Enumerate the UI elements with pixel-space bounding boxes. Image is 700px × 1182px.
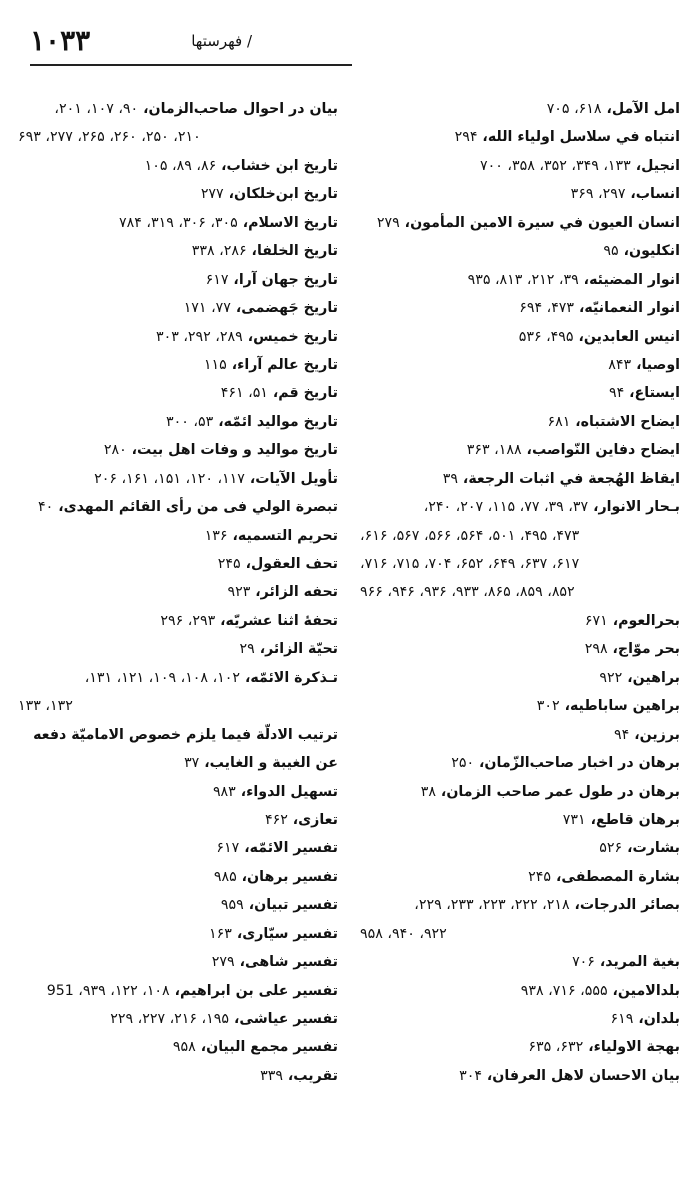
entry-pages: ۶۱۷ — [216, 840, 240, 857]
index-entry — [360, 607, 680, 635]
entry-pages: ۱۸۸، ۳۶۳ — [466, 442, 522, 459]
entry-pages: ۹۸۵ — [213, 868, 237, 885]
section-title: / فهرستها — [191, 32, 252, 50]
entry-pages: ۳۷، ۳۹، ۷۷، ۱۱۵، ۲۰۷، ۲۴۰، — [423, 499, 589, 516]
entry-pages: ۳۹، ۲۱۲، ۸۱۳، ۹۳۵ — [467, 271, 579, 288]
entry-pages: ۲۸۶، ۳۳۸ — [191, 243, 247, 260]
index-entry — [18, 294, 338, 322]
entry-pages: ۱۰۸، ۱۲۲، ۹۳۹، 951 — [46, 982, 170, 999]
index-entry-continuation — [360, 522, 680, 550]
entry-title: تفسير على بن ابراهيم، — [169, 982, 338, 999]
index-entry — [360, 493, 680, 521]
index-entry — [360, 664, 680, 692]
entry-title: تأويل الآيات، — [244, 470, 338, 487]
entry-title: تاريخ مواليد و وفات اهل بيت، — [126, 442, 338, 459]
entry-title: تاريخ الخلفا، — [246, 243, 338, 260]
index-entry — [18, 806, 338, 834]
index-entry — [18, 834, 338, 862]
index-entry — [18, 465, 338, 493]
entry-title: بشارت، — [622, 840, 680, 857]
index-entry-continuation — [360, 578, 680, 606]
index-entry — [18, 578, 338, 606]
index-entry — [18, 1005, 338, 1033]
index-entry — [360, 1062, 680, 1090]
entry-pages: ۱۰۲، ۱۰۸، ۱۰۹، ۱۲۱، ۱۳۱، — [84, 669, 241, 686]
index-entry — [18, 493, 338, 521]
entry-title: تاريخ ابن خشاب، — [216, 157, 338, 174]
entry-title: ايضاح الاشتباه، — [570, 413, 680, 430]
entry-title: تفسير الائمّه، — [239, 840, 338, 857]
entry-pages: ۲۸۹، ۲۹۲، ۳۰۳ — [155, 328, 243, 345]
entry-pages: ۱۶۳ — [209, 925, 232, 942]
entry-title: بحرالعوم، — [607, 612, 680, 629]
entry-title: ايستاع، — [624, 385, 680, 402]
entry-pages: ۵۳، ۳۰۰ — [166, 413, 214, 430]
index-entry — [360, 749, 680, 777]
entry-pages: ۲۷۹ — [211, 954, 235, 971]
entry-pages: ۹۴ — [614, 726, 630, 743]
entry-title: ايضاح دفاين النّواصب، — [521, 442, 680, 459]
entry-title: ايقاظ الهُجعة في اثبات الرجعة، — [457, 470, 680, 487]
entry-pages: ۵۱، ۴۶۱ — [220, 385, 268, 402]
entry-title: تعازى، — [287, 811, 338, 828]
index-entry — [18, 948, 338, 976]
entry-title: تاريخ جَهضمى، — [230, 300, 338, 317]
entry-title: تسهيل الدواء، — [235, 783, 338, 800]
index-entry — [18, 266, 338, 294]
entry-pages: ۸۴۳ — [608, 356, 632, 373]
index-entry — [360, 948, 680, 976]
index-entry — [18, 1062, 338, 1090]
index-entry — [360, 152, 680, 180]
index-entry — [360, 266, 680, 294]
entry-title: تفسير سيّارى، — [231, 925, 338, 942]
entry-title: بشارة المصطفى، — [551, 868, 680, 885]
index-entry — [18, 152, 338, 180]
index-entry — [360, 1005, 680, 1033]
index-entry — [360, 95, 680, 123]
index-entry — [360, 436, 680, 464]
entry-pages: ۹۵۹ — [220, 897, 244, 914]
index-entry — [18, 778, 338, 806]
entry-pages: ۹۰، ۱۰۷، ۲۰۱، — [54, 101, 139, 117]
index-entry — [360, 891, 680, 919]
index-entry — [18, 891, 338, 919]
index-entry — [360, 806, 680, 834]
index-entry — [360, 351, 680, 379]
entry-pages: ۴۰ — [38, 499, 54, 516]
entry-pages: ۹۲۲ — [599, 669, 623, 686]
entry-title: انوار المضيئه، — [578, 271, 680, 288]
entry-title: انوار النعمانيّه، — [574, 300, 680, 317]
entry-title: تاريخ خميس، — [242, 328, 338, 345]
entry-pages: ۳۰۴ — [459, 1067, 482, 1084]
entry-title: برزين، — [629, 726, 680, 743]
entry-pages: ۱۱۷، ۱۲۰، ۱۵۱، ۱۶۱، ۲۰۶ — [94, 470, 245, 487]
entry-title: تاريخ ابن‌خلكان، — [223, 186, 338, 203]
entry-title: تحفه الزائر، — [250, 584, 338, 601]
entry-title: انيس العابدين، — [573, 328, 680, 345]
index-entry — [18, 721, 338, 749]
index-entry-continuation — [18, 123, 338, 151]
entry-title: تاريخ قم، — [267, 385, 338, 402]
index-entry — [360, 123, 680, 151]
index-entry — [360, 721, 680, 749]
entry-pages: ۲۹۸ — [584, 641, 608, 658]
entry-pages: ۱۳۶ — [204, 527, 228, 544]
entry-title: براهين ساباطيه، — [559, 698, 680, 715]
index-entry-continuation — [360, 550, 680, 578]
entry-pages: ۳۹ — [442, 470, 458, 487]
entry-title: تاريخ مواليد ائمّه، — [213, 413, 338, 430]
entry-pages: ۲۷۷ — [200, 186, 224, 203]
entry-title: بلدان، — [633, 1011, 680, 1027]
index-entry-continuation — [360, 920, 680, 948]
entry-title: تفسير شاهى، — [234, 954, 338, 971]
entry-title: اوصيا، — [631, 356, 680, 373]
entry-title: امل الآمل، — [601, 101, 680, 117]
entry-pages: ۵۲۶ — [599, 840, 623, 857]
entry-title: تحف العقول، — [240, 556, 338, 572]
index-entry — [360, 1033, 680, 1061]
entry-pages: ۴۹۵، ۵۳۶ — [518, 328, 574, 345]
entry-title: بصائر الدرجات، — [569, 897, 680, 914]
entry-pages: ۶۱۷، ۶۳۷، ۶۴۹، ۶۵۲، ۷۰۴، ۷۱۵، ۷۱۶، — [360, 556, 580, 572]
entry-title: بـحار الانوار، — [588, 499, 680, 516]
index-entry — [360, 778, 680, 806]
entry-pages: ۹۲۳ — [227, 584, 251, 601]
entry-pages: ۱۳۲، ۱۳۳ — [18, 698, 73, 715]
entry-pages: ۲۸۰ — [103, 442, 127, 459]
index-entry — [18, 635, 338, 663]
index-entry — [18, 749, 338, 777]
index-entry — [18, 180, 338, 208]
entry-pages: ۹۴ — [608, 385, 625, 402]
entry-title: برهان قاطع، — [585, 811, 680, 828]
entry-pages: ۹۲۲، ۹۴۰، ۹۵۸ — [360, 925, 447, 942]
entry-title: انجيل، — [630, 157, 680, 174]
entry-pages: ۲۹۴ — [454, 129, 478, 146]
entry-pages: ۲۴۵ — [217, 556, 241, 572]
entry-pages: ۶۳۲، ۶۳۵ — [528, 1039, 584, 1056]
index-entry — [360, 692, 680, 720]
entry-pages: ۷۷، ۱۷۱ — [183, 300, 231, 317]
page-header — [30, 24, 352, 66]
entry-title: بغية المريد، — [594, 954, 680, 971]
entry-pages: ۶۱۹ — [610, 1011, 634, 1027]
index-column-right — [360, 95, 680, 1090]
entry-pages: ۲۵۰ — [451, 755, 475, 772]
entry-title: برهان در طول عمر صاحب الزمان، — [435, 783, 680, 800]
index-entry — [360, 465, 680, 493]
entry-title: بحر موّاج، — [607, 641, 680, 658]
index-entry — [360, 408, 680, 436]
entry-pages: ۵۵۵، ۷۱۶، ۹۳۸ — [520, 982, 608, 999]
index-entry — [18, 550, 338, 578]
entry-pages: ۱۳۳، ۳۴۹، ۳۵۲، ۳۵۸، ۷۰۰ — [480, 157, 631, 174]
entry-title: تـذكرة الائمّه، — [240, 669, 338, 686]
entry-pages: ۴۷۳، ۶۹۴ — [519, 300, 575, 317]
index-entry — [360, 379, 680, 407]
entry-title: بيان در احوال صاحب‌الزمان، — [138, 101, 338, 117]
entry-pages: ۲۹۳، ۲۹۶ — [160, 612, 216, 629]
entry-title: تفسير مجمع البيان، — [195, 1039, 338, 1056]
entry-title: انتباه في سلاسل اولياء الله، — [477, 129, 680, 146]
entry-pages: ۳۰۵، ۳۰۶، ۳۱۹، ۷۸۴ — [119, 214, 238, 231]
entry-pages: ۲۹۷، ۳۶۹ — [570, 186, 626, 203]
entry-title: برهان در اخبار صاحب‌الزّمان، — [474, 755, 680, 772]
index-entry — [18, 323, 338, 351]
page-number: ۱۰۳۳ — [30, 24, 91, 57]
entry-pages: ۹۵۸ — [172, 1039, 196, 1056]
entry-title: تفسير عياشى، — [229, 1011, 338, 1027]
entry-pages: ۷۳۱ — [562, 811, 586, 828]
entry-title: بلدالامين، — [607, 982, 680, 999]
entry-pages: ۴۷۳، ۴۹۵، ۵۰۱، ۵۶۴، ۵۶۶، ۵۶۷، ۶۱۶، — [360, 527, 580, 544]
entry-pages: ۴۶۲ — [264, 811, 288, 828]
entry-pages: ۳۳۹ — [260, 1067, 283, 1084]
entry-pages: ۱۱۵ — [203, 356, 227, 373]
index-entry — [18, 522, 338, 550]
entry-pages: ۸۵۲، ۸۵۹، ۸۶۵، ۹۳۳، ۹۳۶، ۹۴۶، ۹۶۶ — [360, 584, 575, 601]
index-entry — [18, 920, 338, 948]
index-entry — [360, 977, 680, 1005]
entry-title: تبصرة الولي فى من رأى القائم المهدى، — [53, 499, 338, 516]
entry-title: تاريخ عالم آراء، — [226, 356, 338, 373]
entry-pages: ۲۱۰، ۲۵۰، ۲۶۰، ۲۶۵، ۲۷۷، ۶۹۳ — [18, 129, 201, 146]
entry-pages: ۲۱۸، ۲۲۲، ۲۲۳، ۲۳۳، ۲۲۹، — [414, 897, 570, 914]
entry-title: انسان العيون في سيرة الامين المأمون، — [399, 214, 680, 231]
index-entry — [18, 863, 338, 891]
index-entry — [360, 863, 680, 891]
entry-title: ترتيب الادلّة فيما يلزم خصوص الاماميّة دفعه — [33, 726, 338, 743]
entry-title: تفسير تبيان، — [243, 897, 338, 914]
index-entry — [360, 237, 680, 265]
index-entry — [18, 237, 338, 265]
entry-pages: ۳۷ — [184, 755, 200, 772]
entry-pages: ۱۹۵، ۲۱۶، ۲۲۷، ۲۲۹ — [110, 1011, 230, 1027]
index-entry — [18, 95, 338, 123]
entry-pages: ۳۰۲ — [536, 698, 560, 715]
entry-title: عن الغيبة و الغايب، — [199, 755, 338, 772]
entry-title: تقريب، — [282, 1067, 338, 1084]
index-entry — [18, 209, 338, 237]
index-entry — [18, 977, 338, 1005]
entry-pages: ۹۵ — [603, 243, 619, 260]
index-entry — [360, 180, 680, 208]
index-entry — [18, 664, 338, 692]
entry-pages: ۶۷۱ — [584, 612, 608, 629]
index-entry — [18, 379, 338, 407]
index-entry — [360, 635, 680, 663]
index-entry — [18, 607, 338, 635]
entry-pages: ۸۶، ۸۹، ۱۰۵ — [144, 157, 217, 174]
entry-pages: ۹۸۳ — [212, 783, 236, 800]
index-entry — [18, 436, 338, 464]
index-entry — [18, 408, 338, 436]
index-entry — [360, 209, 680, 237]
entry-pages: ۲۴۵ — [528, 868, 552, 885]
entry-pages: ۶۱۸، ۷۰۵ — [546, 101, 602, 117]
entry-title: بهجة الاولياء، — [583, 1039, 680, 1056]
index-column-left — [18, 95, 338, 1090]
entry-pages: ۳۸ — [420, 783, 436, 800]
index-entry-continuation — [18, 692, 338, 720]
entry-title: تاريخ جهان آرا، — [228, 271, 338, 288]
entry-pages: ۲۷۹ — [376, 214, 400, 231]
index-entry — [18, 1033, 338, 1061]
entry-pages: ۷۰۶ — [572, 954, 595, 971]
entry-pages: ۶۱۷ — [205, 271, 229, 288]
entry-pages: ۶۸۱ — [547, 413, 571, 430]
index-entry — [360, 294, 680, 322]
entry-title: انكليون، — [618, 243, 680, 260]
index-entry — [18, 351, 338, 379]
entry-title: انساب، — [625, 186, 680, 203]
entry-title: تحفهٔ اثنا عشريّه، — [215, 612, 338, 629]
entry-title: تحريم التسميه، — [227, 527, 338, 544]
entry-title: تحيّة الزائر، — [254, 641, 338, 658]
entry-pages: ۲۹ — [239, 641, 255, 658]
entry-title: بيان الاحسان لاهل العرفان، — [481, 1067, 680, 1084]
index-entry — [360, 323, 680, 351]
entry-title: براهين، — [622, 669, 680, 686]
entry-title: تاريخ الاسلام، — [237, 214, 338, 231]
entry-title: تفسير برهان، — [236, 868, 338, 885]
index-entry — [360, 834, 680, 862]
